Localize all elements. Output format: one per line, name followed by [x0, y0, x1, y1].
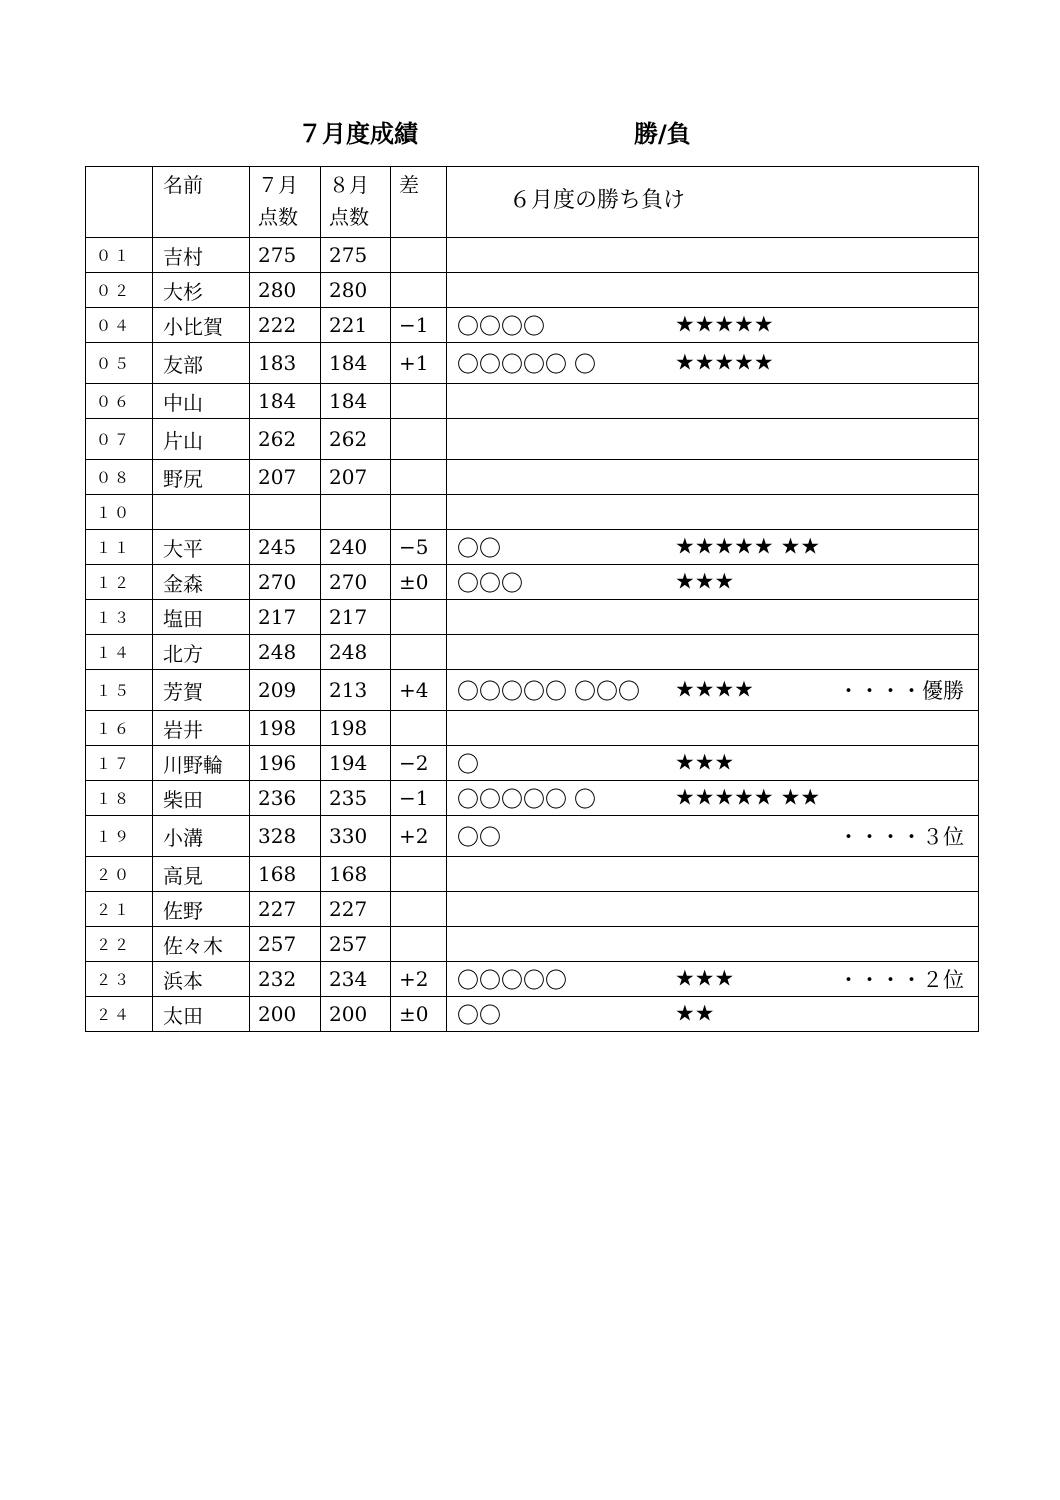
header-august-score — [321, 167, 391, 238]
row-diff — [391, 460, 447, 495]
row-july-score: 257 — [250, 927, 321, 962]
row-id: １８ — [86, 781, 153, 816]
row-july-score: 184 — [250, 384, 321, 419]
row-name: 芳賀 — [153, 670, 250, 711]
row-id: ０４ — [86, 308, 153, 343]
table-row — [86, 816, 979, 857]
row-july-score: 245 — [250, 530, 321, 565]
row-diff: +1 — [391, 343, 447, 384]
row-diff: −1 — [391, 308, 447, 343]
row-id: １２ — [86, 565, 153, 600]
header-august-label: ８月 — [329, 173, 369, 197]
table-row — [86, 962, 979, 997]
loss-stars: ★★★★★ — [675, 350, 774, 376]
row-name: 太田 — [153, 997, 250, 1032]
row-result — [447, 781, 979, 816]
row-july-score: 248 — [250, 635, 321, 670]
row-diff: +2 — [391, 816, 447, 857]
win-circles: 〇〇〇〇〇 〇 — [457, 787, 596, 813]
row-diff: −1 — [391, 781, 447, 816]
header-diff — [391, 167, 447, 238]
row-diff — [391, 273, 447, 308]
row-august-score: 270 — [321, 565, 391, 600]
table-row — [86, 238, 979, 273]
loss-stars: ★★★★ — [675, 677, 754, 703]
row-july-score: 328 — [250, 816, 321, 857]
row-july-score: 209 — [250, 670, 321, 711]
row-name: 柴田 — [153, 781, 250, 816]
row-name: 野尻 — [153, 460, 250, 495]
table-row — [86, 997, 979, 1032]
row-result — [447, 711, 979, 746]
row-july-score: 262 — [250, 419, 321, 460]
win-circles: 〇 — [457, 752, 480, 778]
row-id: ２１ — [86, 892, 153, 927]
row-august-score: 213 — [321, 670, 391, 711]
row-id: １３ — [86, 600, 153, 635]
row-id: ０８ — [86, 460, 153, 495]
row-july-score: 200 — [250, 997, 321, 1032]
rank-note: ・・・・３位 — [838, 825, 964, 849]
rank-note: ・・・・２位 — [838, 968, 964, 992]
row-id: ２３ — [86, 962, 153, 997]
row-id: ２２ — [86, 927, 153, 962]
row-name: 北方 — [153, 635, 250, 670]
row-name: 大平 — [153, 530, 250, 565]
table-row — [86, 495, 979, 530]
row-result — [447, 892, 979, 927]
row-id: ０６ — [86, 384, 153, 419]
row-july-score: 236 — [250, 781, 321, 816]
table-row — [86, 530, 979, 565]
row-diff — [391, 635, 447, 670]
loss-stars: ★★★ — [675, 569, 735, 595]
header-name — [153, 167, 250, 238]
win-circles: 〇〇〇 — [457, 571, 524, 597]
row-july-score: 270 — [250, 565, 321, 600]
row-id: １０ — [86, 495, 153, 530]
row-august-score: 248 — [321, 635, 391, 670]
header-july-points-label: 点数 — [258, 205, 298, 229]
row-result — [447, 273, 979, 308]
row-diff — [391, 857, 447, 892]
table-row — [86, 308, 979, 343]
row-august-score: 257 — [321, 927, 391, 962]
page-title: ７月度成績 — [298, 120, 418, 148]
row-result — [447, 343, 979, 384]
row-diff: −2 — [391, 746, 447, 781]
row-august-score: 227 — [321, 892, 391, 927]
table-header-row — [86, 167, 979, 238]
row-name: 小溝 — [153, 816, 250, 857]
row-name: 佐野 — [153, 892, 250, 927]
table-row — [86, 600, 979, 635]
row-name: 塩田 — [153, 600, 250, 635]
row-name: 中山 — [153, 384, 250, 419]
row-id: ０５ — [86, 343, 153, 384]
row-august-score: 262 — [321, 419, 391, 460]
win-circles: 〇〇〇〇〇 〇〇〇 — [457, 679, 640, 705]
loss-stars: ★★★ — [675, 750, 735, 776]
row-result — [447, 927, 979, 962]
row-july-score: 222 — [250, 308, 321, 343]
row-july-score: 227 — [250, 892, 321, 927]
header-name-label: 名前 — [163, 173, 203, 197]
row-id: ２４ — [86, 997, 153, 1032]
row-diff — [391, 600, 447, 635]
table-row — [86, 711, 979, 746]
row-july-score — [250, 495, 321, 530]
row-result — [447, 565, 979, 600]
row-august-score: 198 — [321, 711, 391, 746]
row-name: 友部 — [153, 343, 250, 384]
table-row — [86, 384, 979, 419]
row-diff — [391, 927, 447, 962]
header-result — [447, 167, 979, 238]
table-row — [86, 343, 979, 384]
row-result — [447, 600, 979, 635]
rank-note: ・・・・優勝 — [838, 679, 964, 703]
table-row — [86, 273, 979, 308]
row-diff — [391, 238, 447, 273]
table-row — [86, 670, 979, 711]
row-july-score: 217 — [250, 600, 321, 635]
row-diff — [391, 495, 447, 530]
header-august-points-label: 点数 — [329, 205, 369, 229]
row-name: 金森 — [153, 565, 250, 600]
row-result — [447, 670, 979, 711]
row-july-score: 196 — [250, 746, 321, 781]
row-result — [447, 530, 979, 565]
loss-stars: ★★ — [675, 1001, 715, 1027]
row-name: 吉村 — [153, 238, 250, 273]
table-row — [86, 635, 979, 670]
row-august-score: 184 — [321, 343, 391, 384]
table-row — [86, 460, 979, 495]
header-id — [86, 167, 153, 238]
row-name: 川野輪 — [153, 746, 250, 781]
table-row — [86, 857, 979, 892]
table-row — [86, 927, 979, 962]
win-circles: 〇〇 — [457, 1003, 502, 1029]
header-diff-label: 差 — [399, 173, 419, 197]
row-august-score: 240 — [321, 530, 391, 565]
row-id: １５ — [86, 670, 153, 711]
row-diff — [391, 711, 447, 746]
table-row — [86, 419, 979, 460]
row-july-score: 168 — [250, 857, 321, 892]
table-row — [86, 565, 979, 600]
row-result — [447, 962, 979, 997]
win-circles: 〇〇〇〇〇 — [457, 968, 568, 994]
row-result — [447, 635, 979, 670]
row-august-score: 207 — [321, 460, 391, 495]
table-row — [86, 892, 979, 927]
row-id: ０１ — [86, 238, 153, 273]
row-id: ２０ — [86, 857, 153, 892]
row-july-score: 275 — [250, 238, 321, 273]
row-result — [447, 495, 979, 530]
row-name: 片山 — [153, 419, 250, 460]
row-id: １４ — [86, 635, 153, 670]
row-id: ０７ — [86, 419, 153, 460]
loss-stars: ★★★★★ ★★ — [675, 534, 821, 560]
loss-stars: ★★★★★ ★★ — [675, 785, 821, 811]
row-id: １７ — [86, 746, 153, 781]
row-result — [447, 857, 979, 892]
row-name: 浜本 — [153, 962, 250, 997]
row-result — [447, 997, 979, 1032]
win-circles: 〇〇 — [457, 536, 502, 562]
row-id: １６ — [86, 711, 153, 746]
row-result — [447, 460, 979, 495]
row-diff: −5 — [391, 530, 447, 565]
row-id: １１ — [86, 530, 153, 565]
row-august-score — [321, 495, 391, 530]
row-result — [447, 746, 979, 781]
win-circles: 〇〇 — [457, 825, 502, 851]
loss-stars: ★★★★★ — [675, 312, 774, 338]
row-july-score: 232 — [250, 962, 321, 997]
row-name: 大杉 — [153, 273, 250, 308]
row-august-score: 280 — [321, 273, 391, 308]
table-row — [86, 746, 979, 781]
row-july-score: 280 — [250, 273, 321, 308]
row-july-score: 183 — [250, 343, 321, 384]
row-result — [447, 384, 979, 419]
row-diff: +4 — [391, 670, 447, 711]
row-july-score: 207 — [250, 460, 321, 495]
row-name: 高見 — [153, 857, 250, 892]
row-id: ０２ — [86, 273, 153, 308]
row-name — [153, 495, 250, 530]
row-august-score: 221 — [321, 308, 391, 343]
row-august-score: 234 — [321, 962, 391, 997]
row-diff: ±0 — [391, 565, 447, 600]
table-row — [86, 781, 979, 816]
row-result — [447, 308, 979, 343]
loss-stars: ★★★ — [675, 966, 735, 992]
row-august-score: 330 — [321, 816, 391, 857]
row-name: 小比賀 — [153, 308, 250, 343]
header-result-label: ６月度の勝ち負け — [509, 188, 686, 213]
row-name: 佐々木 — [153, 927, 250, 962]
results-table — [85, 166, 979, 1032]
header-july-score — [250, 167, 321, 238]
header-july-label: ７月 — [258, 173, 298, 197]
row-august-score: 235 — [321, 781, 391, 816]
row-result — [447, 816, 979, 857]
win-circles: 〇〇〇〇〇 〇 — [457, 352, 596, 378]
row-july-score: 198 — [250, 711, 321, 746]
win-circles: 〇〇〇〇 — [457, 314, 546, 340]
page-subtitle: 勝/負 — [634, 120, 691, 148]
row-diff: +2 — [391, 962, 447, 997]
row-august-score: 168 — [321, 857, 391, 892]
row-diff — [391, 419, 447, 460]
row-august-score: 184 — [321, 384, 391, 419]
row-result — [447, 419, 979, 460]
row-diff: ±0 — [391, 997, 447, 1032]
row-august-score: 200 — [321, 997, 391, 1032]
row-diff — [391, 384, 447, 419]
row-august-score: 217 — [321, 600, 391, 635]
row-name: 岩井 — [153, 711, 250, 746]
row-august-score: 275 — [321, 238, 391, 273]
row-result — [447, 238, 979, 273]
row-diff — [391, 892, 447, 927]
row-august-score: 194 — [321, 746, 391, 781]
row-id: １９ — [86, 816, 153, 857]
